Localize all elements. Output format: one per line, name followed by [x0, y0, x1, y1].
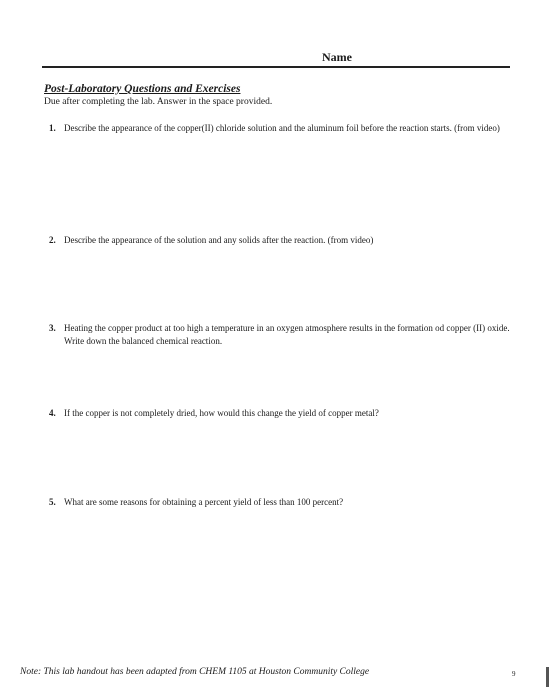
question-5	[49, 496, 511, 509]
question-number: 2.	[49, 235, 56, 245]
question-number: 1.	[49, 123, 56, 133]
name-label: Name	[322, 50, 352, 64]
section-subtitle: Due after completing the lab. Answer in the space provided.	[44, 97, 273, 107]
footer-note: Note: This lab handout has been adapted from CHEM 1105 at Houston Community College	[20, 667, 370, 677]
question-text: Describe the appearance of the copper(II) chloride solution and the aluminum foil before the reaction starts. (from video)	[64, 123, 500, 133]
scrollbar-edge	[546, 667, 549, 687]
question-4	[49, 407, 511, 420]
question-1	[49, 122, 511, 135]
section-title: Post-Laboratory Questions and Exercises	[44, 83, 241, 95]
question-text: Heating the copper product at too high a temperature in an oxygen atmosphere results in the formation od copper (II) oxide. Write down the balanced chemical reaction.	[64, 323, 510, 346]
question-number: 4.	[49, 408, 56, 418]
page-number: 9	[512, 670, 516, 678]
question-text: What are some reasons for obtaining a percent yield of less than 100 percent?	[64, 497, 344, 507]
question-text: If the copper is not completely dried, how would this change the yield of copper metal?	[64, 408, 379, 418]
question-number: 3.	[49, 323, 56, 333]
question-2	[49, 234, 511, 247]
question-text: Describe the appearance of the solution and any solids after the reaction. (from video)	[64, 235, 374, 245]
name-underline	[42, 66, 510, 68]
question-number: 5.	[49, 497, 56, 507]
question-3	[49, 322, 511, 348]
